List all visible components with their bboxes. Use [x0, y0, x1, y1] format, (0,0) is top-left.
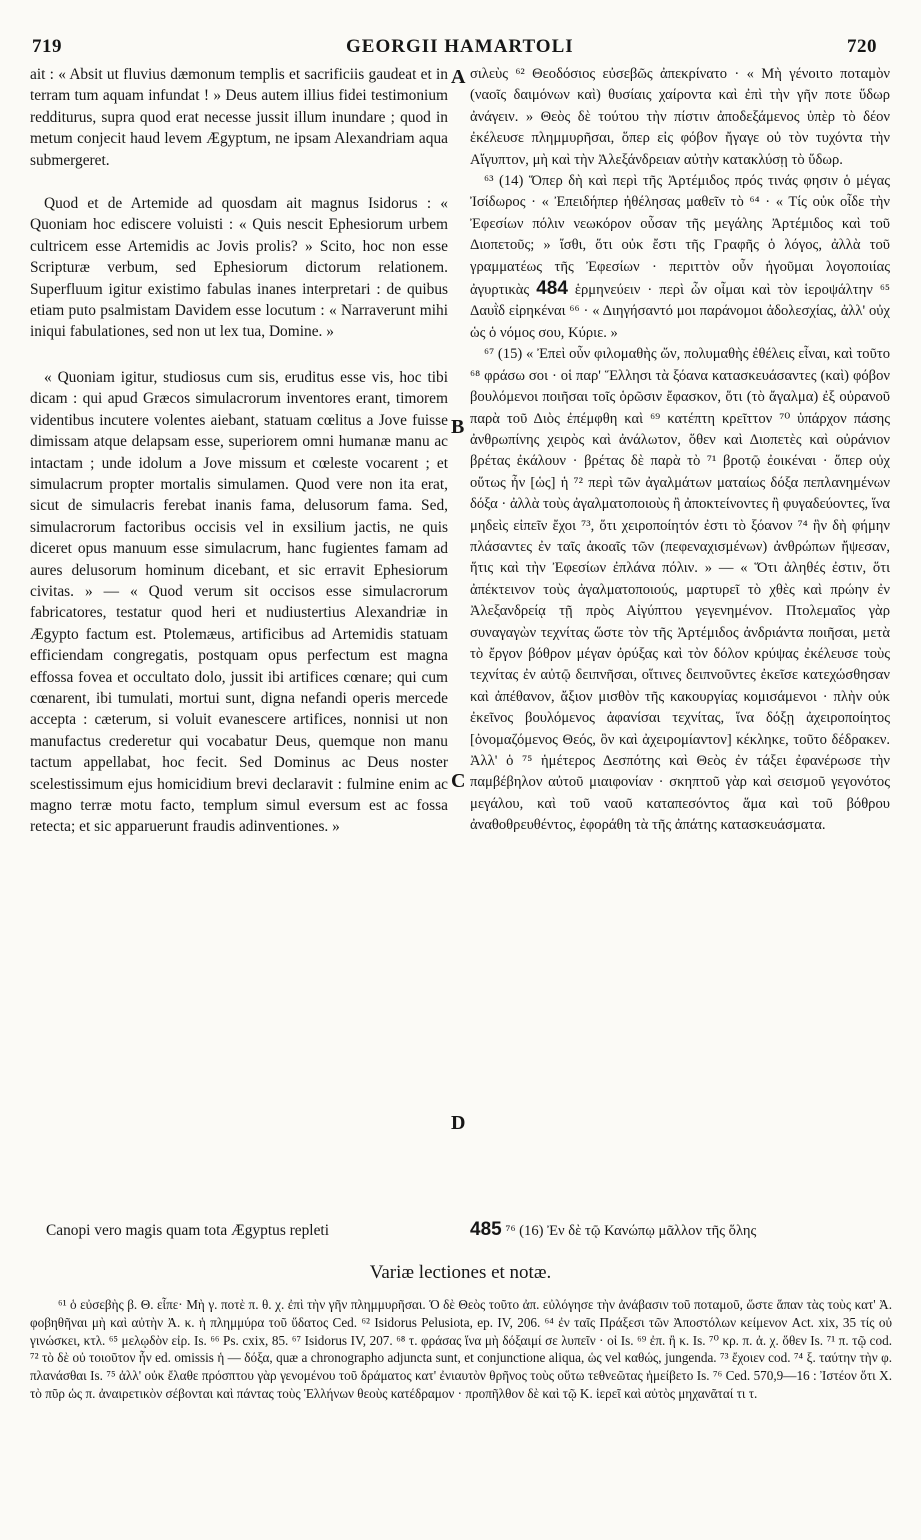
margin-letter-b: B [451, 416, 465, 438]
variant-readings-notes [30, 1296, 892, 1403]
original-page-number-484: 484 [536, 278, 568, 300]
notes-text: ⁶¹ ὁ εὐσεβὴς β. Θ. εἶπε· Μὴ γ. ποτὲ π. θ. χ. ἐπὶ τὴν γῆν πλημμυρῆσαι. Ὁ δὲ Θεὸς τοῦτο ἀπ. εὐλόγησε τὴν ἀνάβασιν τοῦ ποταμοῦ, ὥστε ἅπαν τὰς τοὺς κατ' Ἀ. φοβηθῆναι μὴ καὶ αὐτὴν Ἀ. κ. ἡ πλημμύρα τοῦ ὕδατος Ced. ⁶² Isidorus Pelusiota, ep. IV, 206. ⁶⁴ ἐν ταῖς Πράξεσι τῶν Ἀποστόλων κείμενον Act. xix, 35 τίς οὐ γινώσκει, κτλ. ⁶⁵ μελῳδὸν εἰρ. Is. ⁶⁶ Ps. cxix, 85. ⁶⁷ Isidorus IV, 207. ⁶⁸ τ. φράσας ἵνα μὴ δόξαιμί σε λυπεῖν · οἱ Is. ⁶⁹ ἐπ. ἢ κ. Is. ⁷⁰ κρ. π. ἀ. χ. ὅθεν Is. ⁷¹ π. τῷ cod. ⁷² τὸ δὲ οὐ τοιοῦτον ἦν ed. omissis ἡ — δόξα, quæ a chronographo adjuncta sunt, et conjunctione aliqua, ὡς vel καθώς, jungenda. ⁷³ ἔχοιεν cod. ⁷⁴ ξ. ταύτην τὴν φ. πλανάσθαι Is. ⁷⁵ ἀλλ' οὐκ ἔλαθε πρόσπτου γὰρ γενομένου τοῦ δράματος κατ' ἐνιαυτὸν θρῆνος τοὺς οὕτω τεθνεῶτας ἡμείβετο Is. ⁷⁶ Ced. 570,9—16 : Ἰστέον ὅτι Χ. τὸ πῦρ ὡς π. ἀναιρετικὸν σέβονται καὶ πάντας τοὺς Ἑλλήνων θεοὺς κατέδραμον · προπῆλθον δὲ καὶ τῷ Κ. ἱερεῖ καὶ αὐτὸς μηχανᾶταί τι τ. [30, 1297, 892, 1401]
greek-continuation-line [470, 1219, 890, 1242]
page-number-left: 719 [32, 36, 62, 57]
latin-continuation-line [30, 1220, 448, 1241]
margin-letter-a: A [451, 66, 466, 88]
greek-last-line: ⁷⁶ (16) Ἐν δὲ τῷ Κανώπῳ μᾶλλον τῆς ὅλης [505, 1223, 757, 1239]
latin-column [30, 64, 448, 838]
running-title: GEORGII HAMARTOLI [346, 36, 574, 57]
greek-paragraph-1: σιλεὺς ⁶² Θεοδόσιος εὐσεβῶς ἀπεκρίνατο · « Μὴ γένοιτο ποταμὸν (ναοῖς δαιμόνων καὶ) θυσίαις χαίροντα καὶ ἐπὶ τὴν γῆν ποτε ὕδωρ ἀνάγειν. » Θεὸς δὲ τούτου τὴν πίστιν ἀποδεξάμενος ὑπὲρ τὸ δέον ἐκέλευσε πλημμυρῆσαι, ὅπερ εἰς φόβον ἤγαγε οὐ τὸν τυχόντα τὴν Αἴγυπτον, μὴ καὶ τὴν Ἀλεξάνδρειαν αὐτὴν κατακλύσῃ τὸ ὕδωρ. [470, 66, 890, 168]
latin-paragraph-2: Quod et de Artemide ad quosdam ait magnus Isidorus : « Quoniam hoc ediscere voluisti : « Quis nescit Ephesiorum urbem cultricem esse Artemidis ac Jovis prolis? » Scito, hoc non esse Scripturæ verbum, sed Ephesiorum dictorum relationem. Superfluum igitur existimo fabulas inanes interpretari : de quibus etiam puto psalmistam Davidem esse locutum : « Narraverunt mihi iniqui fabulationes, sed non ut lex tua, Domine. » [30, 195, 448, 341]
latin-paragraph-3: « Quoniam igitur, studiosus cum sis, eruditus esse vis, hoc tibi dicam : qui apud Græcos simulacrorum inventores erant, timorem videntibus incutere volentes aiebant, statuam cœlitus a Jove fuisse dimissam atque delapsam esse, superiorem omni humanæ manu ac intactam ; unde idolum a Jove missum et cœleste vocarent ; et simulacrum propter mortalis simulamen. Quod vere non ita erat, sicut de simulacris ferebat inanis fama, delusorum fama. Sed, simulacrorum factoribus occisis vel in exsilium jactis, ne quis diceret opus manuum esse simulacrum, hanc fugientes famam ad aures delusorum hominum dicebant, et sic erravit Ephesiorum civitas. » — « Quod verum sit occisos esse simulacrorum fabricatores, testatur quod heri et nudiustertius Alexandriæ in Ægypto factum est. Ptolemæus, artificibus ad Artemidis statuam efficiendam congregatis, postquam opus perfectum est magna effossa fovea et occultato dolo, jussit ibi artifices cœnare; qui cum cœnarent, ibi tumulati, mortui sunt, digna nefandi operis mercede accepta : cæterum, si voluit evanescere artifices, nonnisi ut non manufactus crederetur qui vocabatur Deus, quemque non manu tactum appellabat, hoc fecit. Sed Dominus ac Deus noster scelestissimum ejus homicidium brevi declaravit : fulmine enim ac magno terræ motu facto, templum simul eversum est ac fossa retecta; et sic apparuerunt fraudis adinventiones. » [30, 368, 448, 836]
latin-paragraph-1: ait : « Absit ut fluvius dæmonum templis et sacrificiis gaudeat et in terram tum aquam infundat ! » Deus autem illius fidei testimonium redditurus, supra quod erat necesse jussit illum inundare ; quod in metum conjecit haud levem Ægyptum, ne ipsam Alexandriam aqua submergeret. [30, 66, 448, 169]
margin-letter-c: C [451, 770, 466, 792]
greek-paragraph-2-end: ἑρμηνεύειν · περὶ ὧν οἶμαι καὶ τὸν ἱεροψάλτην ⁶⁵ Δαυῒδ εἰρηκέναι ⁶⁶ · « Διηγήσαντό μοι παράνομοι ἀδολεσχίας, ἀλλ' οὐχ ὡς ὁ νόμος σου, Κύριε. » [470, 282, 890, 341]
greek-paragraph-2-start: ⁶³ (14) Ὅπερ δὴ καὶ περὶ τῆς Ἀρτέμιδος πρός τινάς φησιν ὁ μέγας Ἰσίδωρος · « Ἐπειδήπερ ἠθέλησας μαθεῖν τὸ ⁶⁴ · « Τίς οὐκ οἶδε τὴν Ἐφεσίων πόλιν νεωκόρον οὖσαν τῆς μεγάλης Ἀρτέμιδος καὶ τοῦ Διοπετοῦς; » ἴσθι, ὅτι οὐκ ἔστι τῆς Γραφῆς ὁ λόγος, ἀλλὰ τοῦ γραμματέως τῆς Ἐφεσίων · περιττὸν οὖν ἡγοῦμαι λογοποιίας ἀγυρτικὰς [470, 173, 890, 299]
greek-paragraph-3: ⁶⁷ (15) « Ἐπεὶ οὖν φιλομαθὴς ὤν, πολυμαθὴς ἐθέλεις εἶναι, καὶ τοῦτο ⁶⁸ φράσω σοι · οἱ παρ' Ἕλλησι τὰ ξόανα κατασκευάσαντες (καὶ) φόβον βουλόμενοι ποιῆσαι τοῖς ὁρῶσιν ἔφασκον, ὅτι (τὸ ἄγαλμα) ἐξ οὐρανοῦ παρὰ τοῦ Διὸς ἐπέμφθη καὶ ⁶⁹ κατέπτη κρεῖττον ⁷⁰ ὑπάρχον πάσης ἀνθρωπίνης χειρὸς καὶ ἀνάλωτον, ὅθεν καὶ Διοπετὲς καὶ οὐράνιον βρέτας ἐκάλουν · βρέτας δὲ παρὰ τὸ ⁷¹ βροτῷ ἐοικέναι · ὅπερ οὐχ οὕτως ἦν [ὡς] ἡ ⁷² περὶ τῶν ἀγαλμάτων ματαίως δόξα πεπλανημένων δόξα · ἀλλὰ τοὺς ἀγαλματοποιοὺς ἢ ἀποκτείνοντες ἢ φυγαδεύοντες, ἵνα μηδεὶς εἰπεῖν ἔχοι ⁷³, ὅτι χειροποίητόν ἐστι τὸ ξόανον ⁷⁴ ἣν δὴ φήμην πλάσαντες ἐν ταῖς ἀκοαῖς τῶν (πεφεναχισμένων) ἀνθρώπων ἤψεσαν, ἥτις καὶ τὴν Ἐφεσίων ἐπλάνα πόλιν. » — « Ὅτι ἀληθές ἐστιν, ὅτι ἀπέκτεινον τοὺς ἀγαλματοποιούς, μαρτυρεῖ τὸ χθὲς καὶ πρώην ἐν Ἀλεξανδρείᾳ τῇ πρὸς Αἰγύπτου γεγενημένον. Πτολεμαῖος γὰρ συναγαγὼν τεχνίτας ὥστε τὸν τῆς Ἀρτέμιδος ἀνδριάντα ποιῆσαι, μετὰ τὸ ἔργον βόθρον μέγαν ὀρύξας καὶ τὸν δόλον κρύψας ἐκέλευσε τοὺς τεχνίτας ἐν αὐτῷ δειπνῆσαι, οἵτινες δειπνοῦντες ἐκεῖσε κατεχώσθησαν καὶ ἀπέθανον, ἄξιον μισθὸν τῆς κακουργίας κομισάμενοι · πλὴν οὐκ ἐκεῖνος βουλόμενος ἀφανίσαι τεχνίτας, ἵνα δόξῃ ἀχειροποίητος [ὀνομαζόμενος Θεός, ὃν καὶ ἀχειρομίαντον] κέκληκε, τοῦτο δέδρακεν. Ἀλλ' ὁ ⁷⁵ ἡμέτερος Δεσπότης καὶ Θεὸς ἐν τάξει ἐφανέρωσε τὴν παμβέβηλον αὐτοῦ μιαιφονίαν · σκηπτοῦ γὰρ καὶ σεισμοῦ γεγονότος μεγάλου, καὶ τοῦ ναοῦ καταπεσόντος ἅμα καὶ τοῦ βόθρου ἀναθοθρευθέντος, ἐφοράθη τὰ τῆς ἀπάτης κατασκευάσματα. [470, 346, 891, 834]
greek-column [470, 64, 890, 837]
greek-paragraph-2 [470, 171, 890, 344]
margin-letter-d: D [451, 1112, 466, 1134]
original-page-number-485: 485 [470, 1219, 502, 1240]
latin-last-line: Canopi vero magis quam tota Ægyptus repleti [46, 1222, 329, 1239]
page-number-right: 720 [847, 36, 877, 57]
notes-heading: Variæ lectiones et notæ. [369, 1262, 552, 1283]
